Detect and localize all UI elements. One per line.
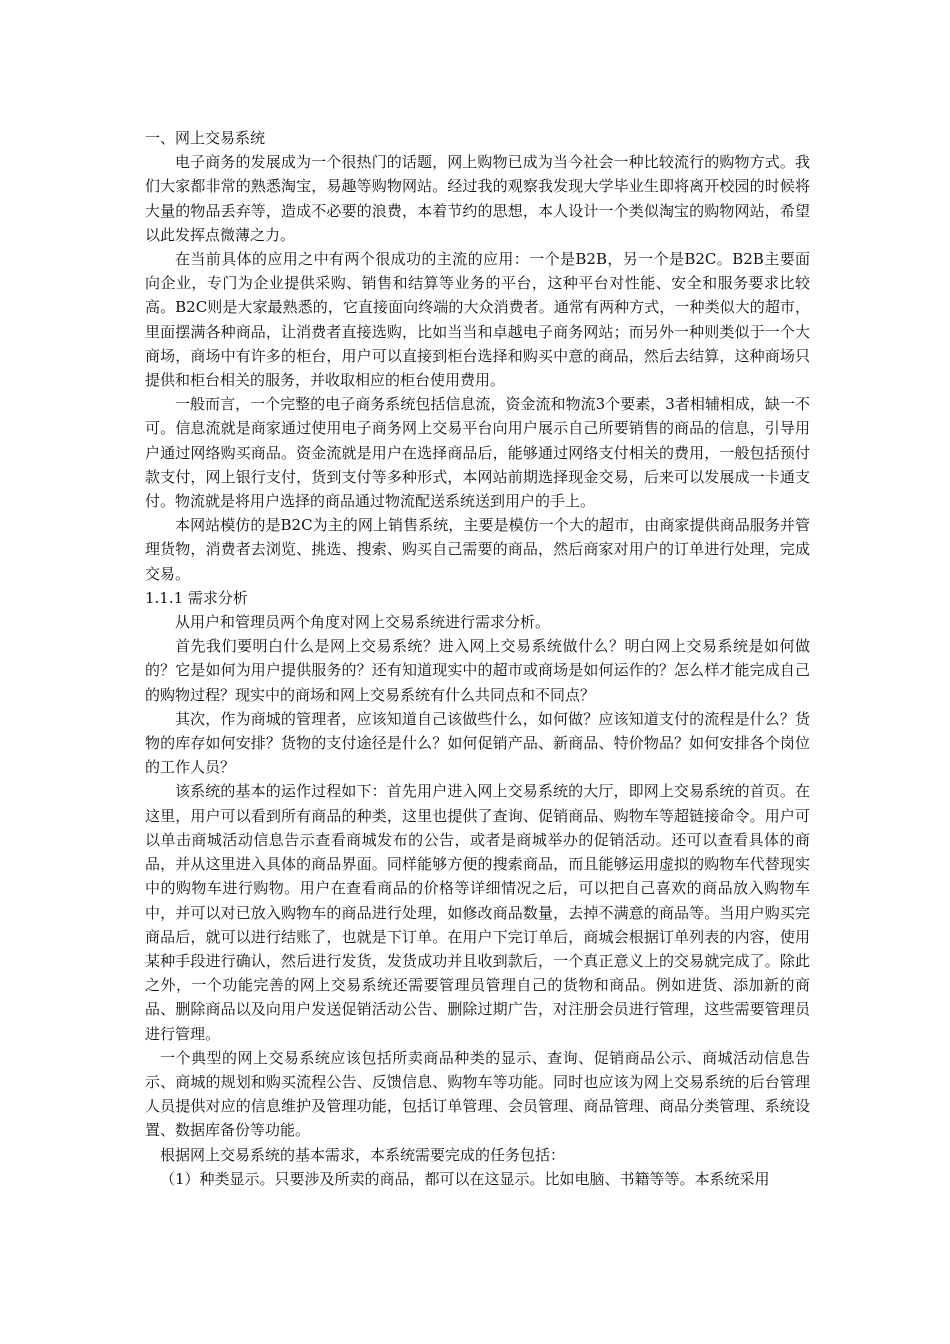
document-body bbox=[145, 126, 810, 1191]
paragraph: 其次，作为商城的管理者，应该知道自己该做些什么，如何做？应该知道支付的流程是什么？货物的库存如何安排？货物的支付途径是什么？如何促销产品、新商品、特价物品？如何安排各个岗位的工作人员？ bbox=[145, 709, 810, 777]
paragraph: 一般而言，一个完整的电子商务系统包括信息流，资金流和物流3个要素，3者相辅相成，缺一不可。信息流就是商家通过使用电子商务网上交易平台向用户展示自己所要销售的商品的信息，引导用户通过网络购买商品。资金流就是用户在选择商品后，能够通过网络支付相关的费用，一般包括预付款支付，网上银行支付，货到支付等多种形式，本网站前期选择现金交易，后来可以发展成一卡通支付。物流就是将用户选择的商品通过物流配送系统送到用户的手上。 bbox=[145, 395, 810, 511]
subsection-heading: 1.1.1 需求分析 bbox=[145, 588, 248, 607]
list-item: （1）种类显示。只要涉及所卖的商品，都可以在这显示。比如电脑、书籍等等。本系统采用 bbox=[160, 1169, 770, 1188]
paragraph: 从用户和管理员两个角度对网上交易系统进行需求分析。 bbox=[175, 613, 551, 632]
paragraph: 在当前具体的应用之中有两个很成功的主流的应用：一个是B2B，另一个是B2C。B2B主要面向企业，专门为企业提供采购、销售和结算等业务的平台，这种平台对性能、安全和服务要求比较高。B2C则是大家最熟悉的，它直接面向终端的大众消费者。通常有两种方式，一种类似大的超市，里面摆满各种商品，让消费者直接选购，比如当当和卓越电子商务网站；而另外一种则类似于一个大商场，商场中有许多的柜台，用户可以直接到柜台选择和购买中意的商品，然后去结算，这种商场只提供和柜台相关的服务，并收取相应的柜台使用费用。 bbox=[145, 250, 810, 390]
paragraph: 首先我们要明白什么是网上交易系统？进入网上交易系统做什么？明白网上交易系统是如何做的？它是如何为用户提供服务的？还有知道现实中的超市或商场是如何运作的？怎么样才能完成自己的购物过程？现实中的商场和网上交易系统有什么共同点和不同点？ bbox=[145, 637, 810, 704]
section-heading: 一、网上交易系统 bbox=[145, 129, 266, 147]
paragraph: 一个典型的网上交易系统应该包括所卖商品种类的显示、查询、促销商品公示、商城活动信息告示、商城的规划和购买流程公告、反馈信息、购物车等功能。同时也应该为网上交易系统的后台管理人员提供对应的信息维护及管理功能，包括订单管理、会员管理、商品管理、商品分类管理、系统设置、数据库备份等功能。 bbox=[145, 1048, 810, 1140]
paragraph: 根据网上交易系统的基本需求，本系统需要完成的任务包括： bbox=[160, 1145, 566, 1164]
paragraph: 该系统的基本的运作过程如下：首先用户进入网上交易系统的大厅，即网上交易系统的首页。在这里，用户可以看到所有商品的种类，这里也提供了查询、促销商品、购物车等超链接命令。用户可以单击商城活动信息告示查看商城发布的公告，或者是商城举办的促销活动。还可以查看具体的商品，并从这里进入具体的商品界面。同样能够方便的搜索商品，而且能够运用虚拟的购物车代替现实中的购物车进行购物。用户在查看商品的价格等详细情况之后，可以把自己喜欢的商品放入购物车中，并可以对已放入购物车的商品进行处理，如修改商品数量，去掉不满意的商品等。当用户购买完商品后，就可以进行结账了，也就是下订单。在用户下完订单后，商城会根据订单列表的内容，使用某种手段进行确认，然后进行发货，发货成功并且收到款后，一个真正意义上的交易就完成了。除此之外，一个功能完善的网上交易系统还需要管理员管理自己的货物和商品。例如进货、添加新的商品、删除商品以及向用户发送促销活动公告、删除过期广告，对注册会员进行管理，这些需要管理员进行管理。 bbox=[145, 782, 810, 1043]
paragraph: 本网站模仿的是B2C为主的网上销售系统，主要是模仿一个大的超市，由商家提供商品服务并管理货物，消费者去浏览、挑选、搜索、购买自己需要的商品，然后商家对用户的订单进行处理，完成交易。 bbox=[145, 516, 810, 583]
paragraph: 电子商务的发展成为一个很热门的话题，网上购物已成为当今社会一种比较流行的购物方式。我们大家都非常的熟悉淘宝，易趣等购物网站。经过我的观察我发现大学毕业生即将离开校园的时候将大量的物品丢弃等，造成不必要的浪费，本着节约的思想，本人设计一个类似淘宝的购物网站，希望以此发挥点微薄之力。 bbox=[145, 153, 810, 244]
